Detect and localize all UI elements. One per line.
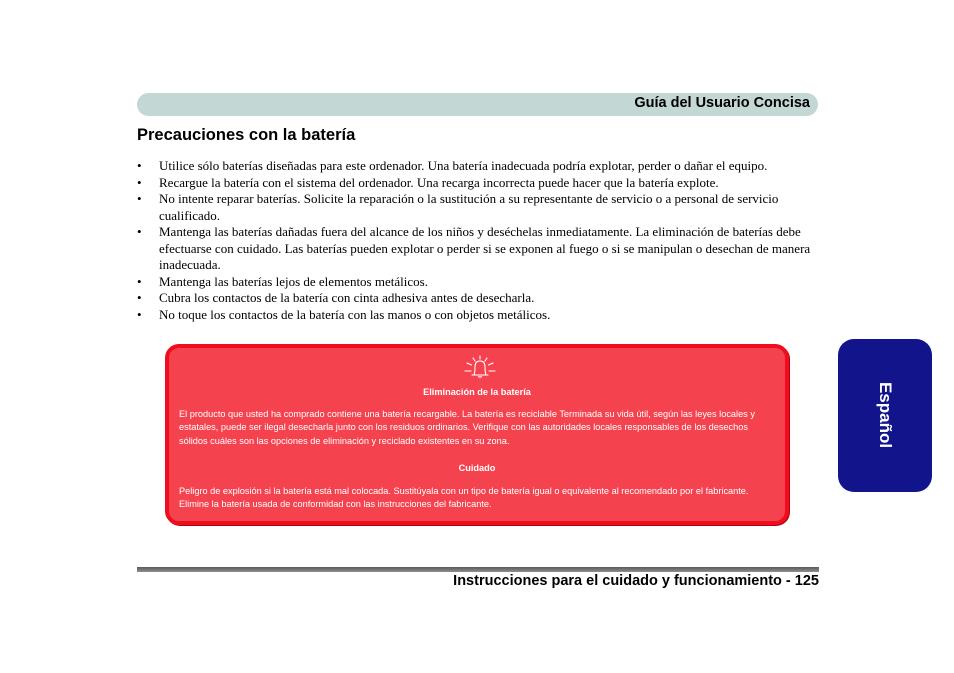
warning-heading-caution: Cuidado [458, 463, 496, 473]
warning-text-caution: Peligro de explosión si la batería está mal colocada. Sustitúyala con un tipo de batería igual o equivalente al recomendado por el fabricante. Elimine la batería usada de conformidad con las instrucciones del fabricante. [179, 486, 749, 510]
list-item: • Cubra los contactos de la batería con cinta adhesiva antes de desecharla. [137, 290, 819, 307]
list-item: • No toque los contactos de la batería con las manos o con objetos metálicos. [137, 307, 819, 324]
warning-text-disposal: El producto que usted ha comprado contiene una batería recargable. La batería es reciclable Terminada su vida útil, según las leyes locales y estatales, puede ser ilegal desecharla junto con los residuos ordinarios. Verifique con las autoridades locales responsables de los desechos sólidos cuáles son las opciones de eliminación y reciclado existentes en su zona. [179, 409, 755, 446]
language-tab-label: Español [876, 381, 895, 449]
section-title: Precauciones con la batería [137, 126, 356, 144]
warning-heading-disposal: Eliminación de la batería [423, 387, 531, 397]
header-bar [137, 93, 818, 116]
header-title: Guía del Usuario Concisa [634, 95, 810, 111]
list-item: • Utilice sólo baterías diseñadas para este ordenador. Una batería inadecuada podría explotar, perder o dañar el equipo. [137, 158, 819, 175]
list-item: • No intente reparar baterías. Solicite la reparación o la sustitución a su representante de servicio o a personal de servicio cualificado. [137, 191, 819, 224]
list-item: • Recargue la batería con el sistema del ordenador. Una recarga incorrecta puede hacer que la batería explote. [137, 175, 819, 192]
footer-rule [137, 567, 819, 572]
list-item: • Mantenga las baterías lejos de elementos metálicos. [137, 274, 819, 291]
warning-bell-icon [463, 355, 497, 379]
list-item: • Mantenga las baterías dañadas fuera del alcance de los niños y deséchelas inmediatamente. La eliminación de baterías debe efectuarse con cuidado. Las baterías pueden explotar o perder si se exponen al fuego o si se manipulan o desechan de manera inadecuada. [137, 224, 819, 274]
precautions-list [137, 158, 819, 323]
footer-text: Instrucciones para el cuidado y funcionamiento - 125 [453, 573, 819, 589]
warning-box [165, 344, 789, 525]
language-tab [838, 339, 932, 492]
